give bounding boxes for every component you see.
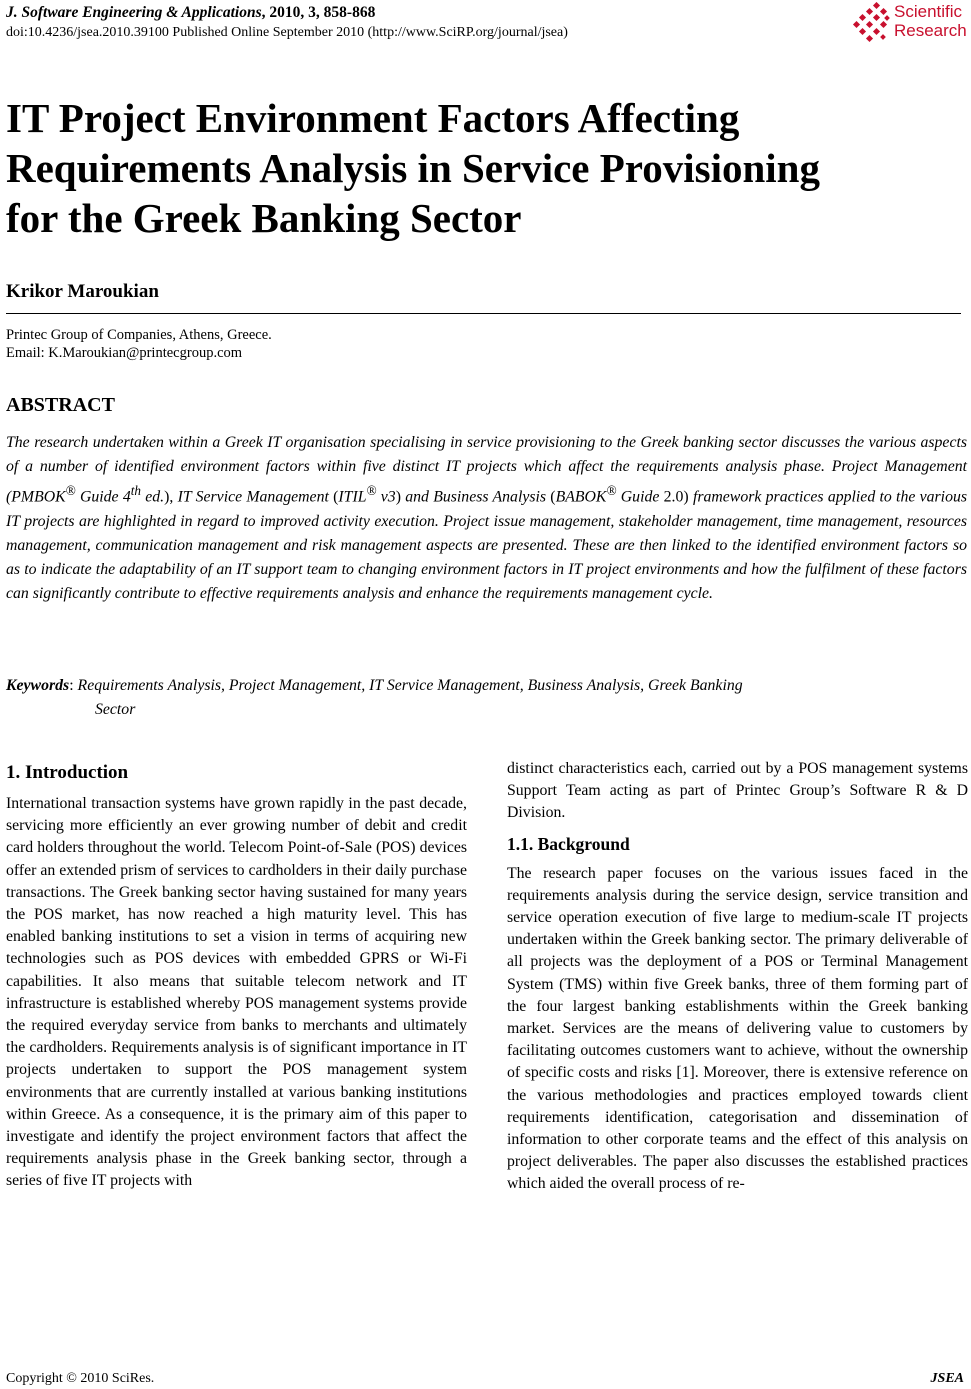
section-heading-introduction: 1. Introduction xyxy=(6,762,129,783)
logo-mark-icon xyxy=(852,2,892,44)
keywords-label: Keywords xyxy=(6,677,70,694)
abstract-babok: BABOK xyxy=(555,488,607,506)
keywords xyxy=(6,674,967,722)
abstract-text: The research undertaken within a Greek IT organisation specialising in service provisioning to the Greek banking sector discusses the various aspects of a number of identified environment factors within five distinct IT projects which affect the requirements analysis phase. Project Management ( xyxy=(6,434,967,506)
author-name: Krikor Maroukian xyxy=(6,281,159,302)
title-line2: Requirements Analysis in Service Provisioning xyxy=(6,145,820,191)
logo-line1: Scientific xyxy=(894,2,963,21)
introduction-continuation: distinct characteristics each, carried out by a POS management systems Support Team acting as part of Printec Group’s Software R & D Division. xyxy=(507,760,968,822)
registered-mark: ® xyxy=(606,483,617,499)
journal-issue: , 2010, 3, 858-868 xyxy=(261,4,376,21)
journal-header xyxy=(6,4,375,22)
right-column xyxy=(507,758,968,1196)
journal-abbreviation: JSEA xyxy=(930,1371,964,1386)
keywords-colon: : xyxy=(69,677,78,694)
abstract-text: ) xyxy=(395,488,406,506)
abstract-text: v3 xyxy=(380,488,396,506)
title-line1: IT Project Environment Factors Affecting xyxy=(6,95,740,141)
abstract-heading: ABSTRACT xyxy=(6,394,115,416)
paper-title xyxy=(6,93,956,243)
registered-mark: ® xyxy=(65,483,76,499)
left-column xyxy=(6,758,467,1193)
keywords-continuation: Sector xyxy=(95,701,136,718)
author-divider xyxy=(6,313,961,314)
author-affiliation-block xyxy=(6,326,272,362)
abstract-text: Guide xyxy=(616,488,660,506)
abstract-pmbok: PMBOK xyxy=(11,488,66,506)
title-line3: for the Greek Banking Sector xyxy=(6,195,522,241)
abstract-text: framework practices applied to the various IT projects are highlighted in regard to improved activity execution. Project issue management, stakeholder management, time management, resources management, communication management and risk management aspects are presented. These are then linked to the identified environment factors so as to indicate the adaptability of an IT support team to changing environment factors in IT project environments and how the fulfilment of these factors can significantly contribute to effective requirements analysis and enhance the requirements management cycle. xyxy=(6,488,968,603)
author-email: Email: K.Maroukian@printecgroup.com xyxy=(6,345,243,361)
abstract-text: ( xyxy=(328,488,339,506)
keywords-list: Requirements Analysis, Project Management, IT Service Management, Business Analysis, Greek Banking xyxy=(77,677,743,694)
abstract-text: and Business Analysis xyxy=(405,488,547,506)
doi-line: doi:10.4236/jsea.2010.39100 Published Online September 2010 (http://www.SciRP.org/journal/jsea) xyxy=(6,25,568,40)
journal-name: J. Software Engineering & Applications xyxy=(6,4,262,21)
publisher-logo xyxy=(852,2,971,44)
copyright: Copyright © 2010 SciRes. xyxy=(6,1371,155,1386)
affiliation: Printec Group of Companies, Athens, Greece. xyxy=(6,327,272,343)
abstract-text: ed. xyxy=(140,488,165,506)
abstract-text: ( xyxy=(546,488,556,506)
registered-mark: ® xyxy=(366,483,377,499)
abstract-body xyxy=(6,431,967,607)
ordinal-suffix: th xyxy=(130,483,141,499)
abstract-text: IT Service Management xyxy=(177,488,329,506)
logo-line2: Research xyxy=(894,21,967,40)
abstract-text: ), xyxy=(164,488,178,506)
abstract-text: 2.0) xyxy=(659,488,693,506)
background-paragraph: The research paper focuses on the various issues faced in the requirements analysis during the service design, service transition and service operation execution of five large to medium-scale IT projects undertaken within the Greek banking sector. The primary deliverable of all projects was the deployment of a POS or Terminal Management System (TMS) within five Greek banks, three of them forming part of the four largest banking establishments within the Greek banking market. Services are the means of delivering value to customers by facilitating outcomes customers want to achieve, without the ownership of specific costs and risks [1]. Moreover, there is extensive reference on the various methodologies and practices employed towards client requirements identification, categorisation and dissemination of information to other corporate teams and the effect of this analysis on project deliverables. The paper also discusses the established practices which aided the overall process of re- xyxy=(507,864,968,1193)
section-heading-background: 1.1. Background xyxy=(507,833,630,854)
introduction-paragraph: International transaction systems have grown rapidly in the past decade, servicing more efficiently an ever growing number of debit and credit card holders throughout the world. Telecom Point-of-Sale (POS) devices offer an extended prism of services to cardholders in their daily purchase transactions. The Greek banking sector having sustained for many years the POS market, has now reached a high maturity level. This has enabled banking institutions to set a vision in terms of acquiring new technologies such as POS devices with embedded GPRS or Wi-Fi capabilities. It also means that suitable telecom network and IT infrastructure is established whereby POS management systems provide the required everyday service from banks to merchants and ultimately the cardholders. Requirements analysis is of significant importance in IT projects undertaken to support the POS management system environments that are currently installed at various banking institutions within Greece. As a consequence, it is the primary aim of this paper to investigate and identify the project environment factors that affect the requirements analysis phase in the Greek banking sector, through a series of five IT projects with xyxy=(6,795,467,1190)
logo-text xyxy=(894,2,967,40)
abstract-itil: ITIL xyxy=(338,488,367,506)
abstract-text: Guide 4 xyxy=(75,488,131,506)
